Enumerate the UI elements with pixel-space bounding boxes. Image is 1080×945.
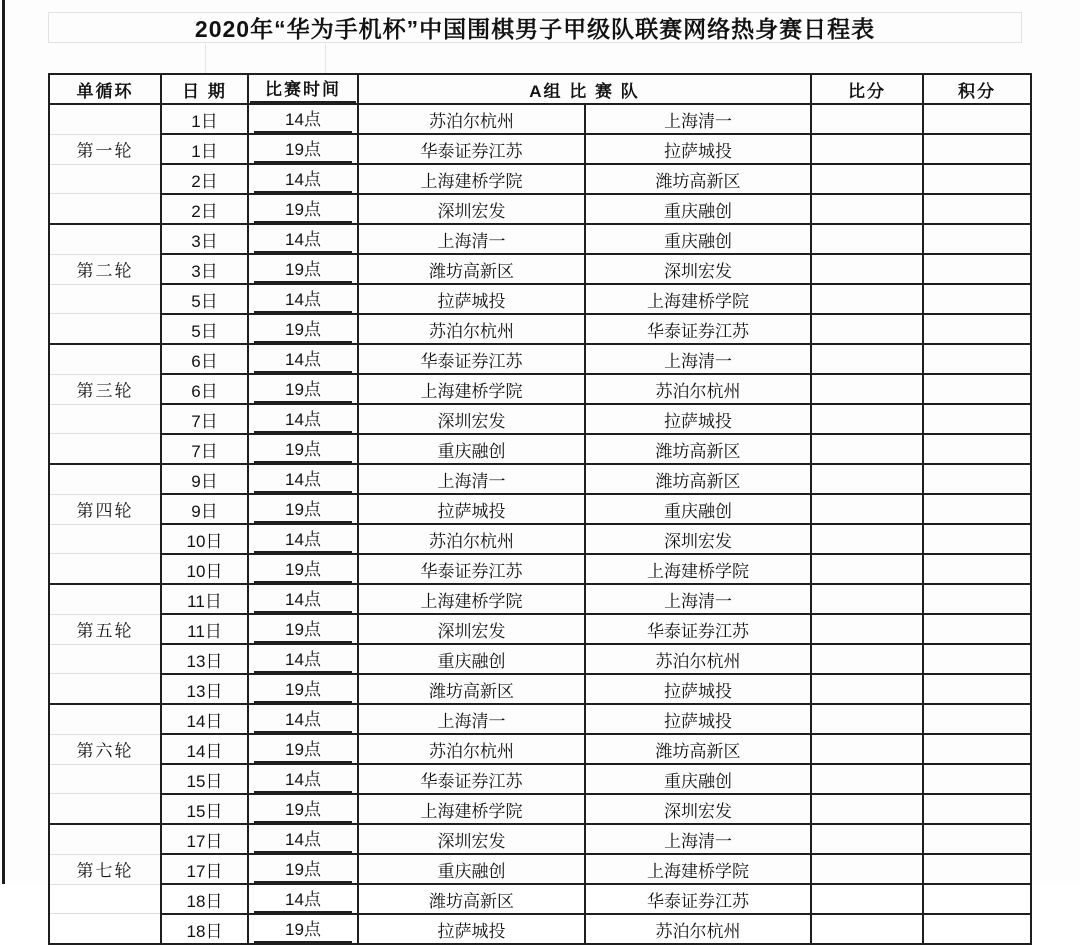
match-date: 6日: [161, 374, 248, 404]
away-team: 深圳宏发: [585, 254, 811, 284]
match-time: [248, 734, 358, 764]
match-row: [49, 884, 1031, 914]
match-row: [49, 554, 1031, 584]
points-cell: [923, 494, 1031, 524]
home-team: 深圳宏发: [358, 194, 585, 224]
match-time-label: 19点: [254, 135, 351, 163]
match-row: [49, 104, 1031, 134]
points-cell: [923, 614, 1031, 644]
away-team: 上海清一: [585, 584, 811, 614]
match-time: [248, 494, 358, 524]
away-team: 重庆融创: [585, 494, 811, 524]
match-date: 9日: [161, 464, 248, 494]
away-team: 苏泊尔杭州: [585, 644, 811, 674]
away-team: 上海建桥学院: [585, 284, 811, 314]
match-time-label: 14点: [254, 765, 351, 793]
match-time: [248, 194, 358, 224]
left-edge-bar: [2, 0, 5, 884]
match-date: 18日: [161, 884, 248, 914]
score-cell: [811, 584, 923, 614]
match-date: 3日: [161, 254, 248, 284]
col-header-points: 积分: [923, 74, 1031, 104]
points-cell: [923, 914, 1031, 944]
round-label: 第七轮: [76, 861, 134, 881]
match-row: [49, 284, 1031, 314]
gridline-artifact: [325, 44, 326, 73]
match-date: 18日: [161, 914, 248, 944]
match-time: [248, 764, 358, 794]
points-cell: [923, 314, 1031, 344]
score-cell: [811, 914, 923, 944]
match-time: [248, 284, 358, 314]
match-date: 10日: [161, 524, 248, 554]
score-cell: [811, 434, 923, 464]
home-team: 苏泊尔杭州: [358, 104, 585, 134]
match-row: [49, 644, 1031, 674]
match-row: [49, 704, 1031, 734]
away-team: 苏泊尔杭州: [585, 374, 811, 404]
away-team: 重庆融创: [585, 764, 811, 794]
score-cell: [811, 524, 923, 554]
match-row: [49, 434, 1031, 464]
points-cell: [923, 194, 1031, 224]
match-row: [49, 524, 1031, 554]
score-cell: [811, 794, 923, 824]
home-team: 深圳宏发: [358, 614, 585, 644]
match-time: [248, 524, 358, 554]
score-cell: [811, 614, 923, 644]
points-cell: [923, 674, 1031, 704]
schedule-body: [49, 104, 1031, 944]
match-time: [248, 884, 358, 914]
match-row: [49, 914, 1031, 944]
match-row: [49, 464, 1031, 494]
score-cell: [811, 314, 923, 344]
points-cell: [923, 434, 1031, 464]
match-time: [248, 164, 358, 194]
match-time-label: 14点: [254, 105, 351, 133]
points-cell: [923, 644, 1031, 674]
score-cell: [811, 734, 923, 764]
home-team: 上海清一: [358, 464, 585, 494]
match-row: [49, 194, 1031, 224]
match-date: 14日: [161, 734, 248, 764]
match-time: [248, 914, 358, 944]
home-team: 深圳宏发: [358, 404, 585, 434]
away-team: 苏泊尔杭州: [585, 914, 811, 944]
col-header-teams: A组 比 赛 队: [358, 74, 811, 104]
home-team: 上海建桥学院: [358, 164, 585, 194]
match-date: 5日: [161, 314, 248, 344]
round-cell: [49, 824, 161, 944]
header-row: [49, 74, 1031, 104]
col-header-time-label: 比赛时间: [250, 75, 356, 103]
home-team: 上海清一: [358, 704, 585, 734]
match-row: [49, 224, 1031, 254]
away-team: 上海清一: [585, 824, 811, 854]
round-label: 第三轮: [76, 381, 134, 401]
points-cell: [923, 374, 1031, 404]
match-date: 7日: [161, 434, 248, 464]
match-time: [248, 344, 358, 374]
col-header-round: 单循环: [49, 74, 161, 104]
home-team: 苏泊尔杭州: [358, 734, 585, 764]
match-time: [248, 674, 358, 704]
points-cell: [923, 584, 1031, 614]
match-row: [49, 374, 1031, 404]
home-team: 华泰证券江苏: [358, 764, 585, 794]
match-time-label: 14点: [254, 645, 351, 673]
match-date: 15日: [161, 794, 248, 824]
match-date: 9日: [161, 494, 248, 524]
match-time: [248, 824, 358, 854]
match-date: 15日: [161, 764, 248, 794]
score-cell: [811, 374, 923, 404]
match-date: 13日: [161, 674, 248, 704]
match-time-label: 14点: [254, 405, 351, 433]
match-time-label: 19点: [254, 495, 351, 523]
col-header-time: [248, 74, 358, 104]
match-time: [248, 254, 358, 284]
score-cell: [811, 824, 923, 854]
match-time: [248, 854, 358, 884]
home-team: 拉萨城投: [358, 914, 585, 944]
match-time-label: 19点: [254, 675, 351, 703]
score-cell: [811, 644, 923, 674]
points-cell: [923, 884, 1031, 914]
away-team: 拉萨城投: [585, 674, 811, 704]
score-cell: [811, 704, 923, 734]
match-date: 2日: [161, 194, 248, 224]
score-cell: [811, 344, 923, 374]
away-team: 华泰证券江苏: [585, 614, 811, 644]
match-time-label: 14点: [254, 885, 351, 913]
score-cell: [811, 464, 923, 494]
match-time-label: 19点: [254, 195, 351, 223]
match-row: [49, 764, 1031, 794]
match-time-label: 14点: [254, 585, 351, 613]
points-cell: [923, 854, 1031, 884]
points-cell: [923, 734, 1031, 764]
match-time-label: 14点: [254, 285, 351, 313]
match-time-label: 19点: [254, 615, 351, 643]
away-team: 潍坊高新区: [585, 164, 811, 194]
match-date: 1日: [161, 104, 248, 134]
round-label: 第六轮: [76, 741, 134, 761]
home-team: 潍坊高新区: [358, 254, 585, 284]
round-label: 第四轮: [76, 501, 134, 521]
home-team: 上海建桥学院: [358, 374, 585, 404]
match-row: [49, 584, 1031, 614]
match-time-label: 14点: [254, 465, 351, 493]
match-date: 11日: [161, 584, 248, 614]
match-time: [248, 104, 358, 134]
away-team: 华泰证券江苏: [585, 314, 811, 344]
match-date: 17日: [161, 854, 248, 884]
round-cell: [49, 584, 161, 704]
match-time: [248, 614, 358, 644]
away-team: 潍坊高新区: [585, 734, 811, 764]
away-team: 拉萨城投: [585, 704, 811, 734]
points-cell: [923, 224, 1031, 254]
match-row: [49, 164, 1031, 194]
away-team: 深圳宏发: [585, 524, 811, 554]
away-team: 华泰证券江苏: [585, 884, 811, 914]
home-team: 潍坊高新区: [358, 884, 585, 914]
gridline-artifact: [205, 44, 206, 73]
match-row: [49, 494, 1031, 524]
match-time-label: 19点: [254, 795, 351, 823]
match-date: 3日: [161, 224, 248, 254]
match-row: [49, 314, 1031, 344]
title-box: [48, 12, 1022, 43]
points-cell: [923, 464, 1031, 494]
score-cell: [811, 254, 923, 284]
match-time: [248, 404, 358, 434]
match-date: 10日: [161, 554, 248, 584]
match-date: 14日: [161, 704, 248, 734]
match-time-label: 19点: [254, 855, 351, 883]
score-cell: [811, 164, 923, 194]
score-cell: [811, 284, 923, 314]
match-row: [49, 854, 1031, 884]
match-time: [248, 374, 358, 404]
match-time: [248, 224, 358, 254]
score-cell: [811, 554, 923, 584]
match-row: [49, 734, 1031, 764]
match-date: 17日: [161, 824, 248, 854]
match-date: 7日: [161, 404, 248, 434]
match-date: 1日: [161, 134, 248, 164]
home-team: 苏泊尔杭州: [358, 314, 585, 344]
away-team: 潍坊高新区: [585, 434, 811, 464]
points-cell: [923, 404, 1031, 434]
points-cell: [923, 254, 1031, 284]
away-team: 上海建桥学院: [585, 854, 811, 884]
match-time-label: 19点: [254, 435, 351, 463]
score-cell: [811, 134, 923, 164]
score-cell: [811, 764, 923, 794]
match-row: [49, 794, 1031, 824]
match-time: [248, 464, 358, 494]
away-team: 潍坊高新区: [585, 464, 811, 494]
home-team: 深圳宏发: [358, 824, 585, 854]
away-team: 上海清一: [585, 104, 811, 134]
round-cell: [49, 104, 161, 224]
home-team: 重庆融创: [358, 644, 585, 674]
match-time-label: 19点: [254, 315, 351, 343]
schedule-table: [48, 73, 1032, 945]
away-team: 重庆融创: [585, 224, 811, 254]
match-time-label: 14点: [254, 825, 351, 853]
points-cell: [923, 554, 1031, 584]
home-team: 上海建桥学院: [358, 794, 585, 824]
match-row: [49, 344, 1031, 374]
home-team: 重庆融创: [358, 434, 585, 464]
points-cell: [923, 134, 1031, 164]
match-date: 6日: [161, 344, 248, 374]
home-team: 潍坊高新区: [358, 674, 585, 704]
points-cell: [923, 104, 1031, 134]
home-team: 重庆融创: [358, 854, 585, 884]
match-date: 13日: [161, 644, 248, 674]
points-cell: [923, 794, 1031, 824]
match-row: [49, 254, 1031, 284]
away-team: 深圳宏发: [585, 794, 811, 824]
match-time-label: 19点: [254, 735, 351, 763]
round-cell: [49, 224, 161, 344]
away-team: 上海建桥学院: [585, 554, 811, 584]
match-time-label: 19点: [254, 915, 351, 943]
score-cell: [811, 494, 923, 524]
points-cell: [923, 344, 1031, 374]
match-date: 11日: [161, 614, 248, 644]
score-cell: [811, 224, 923, 254]
points-cell: [923, 284, 1031, 314]
match-time-label: 14点: [254, 705, 351, 733]
match-row: [49, 614, 1031, 644]
match-row: [49, 404, 1031, 434]
match-time-label: 14点: [254, 165, 351, 193]
home-team: 拉萨城投: [358, 284, 585, 314]
match-time: [248, 434, 358, 464]
match-time-label: 14点: [254, 225, 351, 253]
match-time-label: 19点: [254, 555, 351, 583]
points-cell: [923, 524, 1031, 554]
match-row: [49, 674, 1031, 704]
match-time: [248, 554, 358, 584]
round-label: 第二轮: [76, 261, 134, 281]
round-label: 第五轮: [76, 621, 134, 641]
col-header-date: 日 期: [161, 74, 248, 104]
match-date: 2日: [161, 164, 248, 194]
home-team: 华泰证券江苏: [358, 344, 585, 374]
home-team: 上海建桥学院: [358, 584, 585, 614]
round-label: 第一轮: [76, 141, 134, 161]
points-cell: [923, 764, 1031, 794]
score-cell: [811, 194, 923, 224]
round-cell: [49, 704, 161, 824]
points-cell: [923, 704, 1031, 734]
match-time: [248, 794, 358, 824]
away-team: 重庆融创: [585, 194, 811, 224]
match-time-label: 14点: [254, 525, 351, 553]
home-team: 苏泊尔杭州: [358, 524, 585, 554]
away-team: 上海清一: [585, 344, 811, 374]
home-team: 拉萨城投: [358, 494, 585, 524]
score-cell: [811, 674, 923, 704]
points-cell: [923, 164, 1031, 194]
match-time: [248, 584, 358, 614]
match-row: [49, 824, 1031, 854]
score-cell: [811, 854, 923, 884]
col-header-score: 比分: [811, 74, 923, 104]
home-team: 华泰证券江苏: [358, 134, 585, 164]
match-time: [248, 314, 358, 344]
score-cell: [811, 404, 923, 434]
match-time: [248, 704, 358, 734]
away-team: 拉萨城投: [585, 134, 811, 164]
match-time: [248, 644, 358, 674]
round-cell: [49, 464, 161, 584]
match-time-label: 19点: [254, 375, 351, 403]
score-cell: [811, 104, 923, 134]
match-time: [248, 134, 358, 164]
home-team: 华泰证券江苏: [358, 554, 585, 584]
match-date: 5日: [161, 284, 248, 314]
match-time-label: 14点: [254, 345, 351, 373]
points-cell: [923, 824, 1031, 854]
score-cell: [811, 884, 923, 914]
match-time-label: 19点: [254, 255, 351, 283]
home-team: 上海清一: [358, 224, 585, 254]
away-team: 拉萨城投: [585, 404, 811, 434]
round-cell: [49, 344, 161, 464]
page-title: 2020年“华为手机杯”中国围棋男子甲级队联赛网络热身赛日程表: [194, 16, 876, 42]
match-row: [49, 134, 1031, 164]
